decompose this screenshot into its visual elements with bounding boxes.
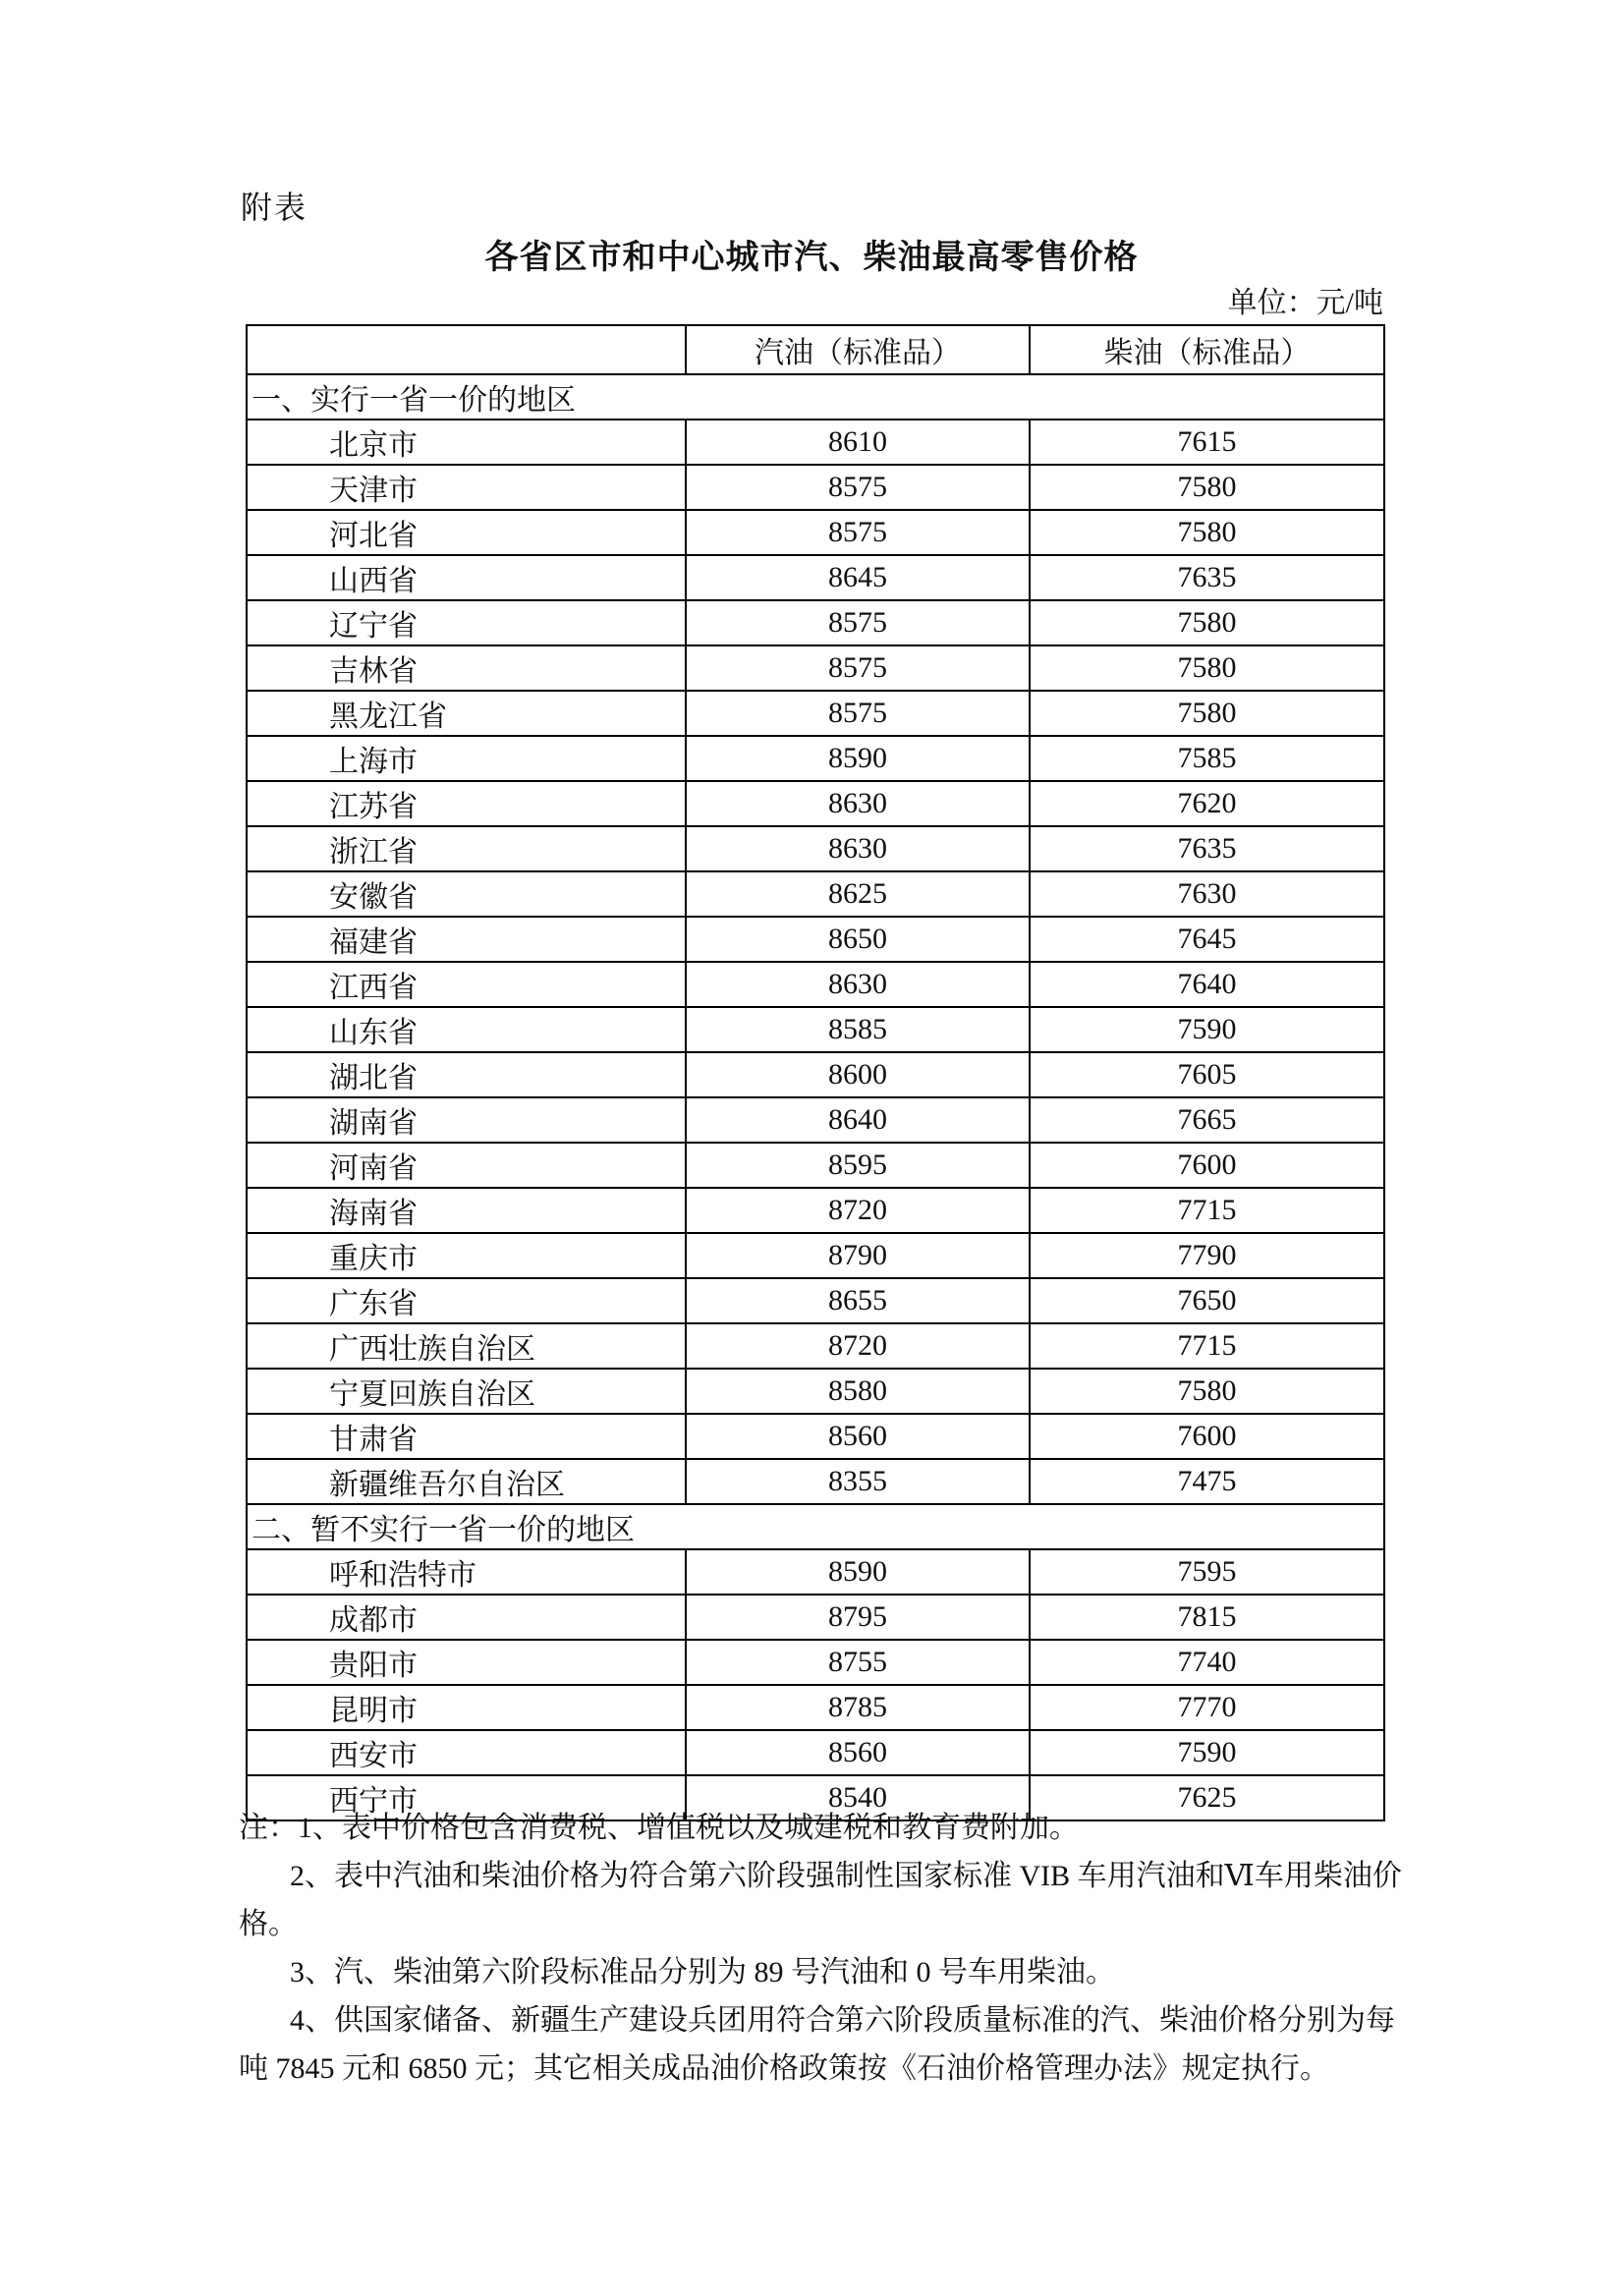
table-row [247, 781, 1384, 826]
note-line: 3、汽、柴油第六阶段标准品分别为 89 号汽油和 0 号车用柴油。 [290, 1956, 1115, 1988]
region-cell: 吉林省 [247, 645, 686, 691]
gasoline-price-cell: 8580 [686, 1369, 1030, 1414]
table-row [247, 917, 1384, 962]
notes [239, 1804, 1506, 2093]
region-cell: 河南省 [247, 1143, 686, 1188]
gasoline-price-cell: 8785 [686, 1685, 1030, 1730]
gasoline-price-cell: 8720 [686, 1188, 1030, 1233]
section-heading: 二、暂不实行一省一价的地区 [247, 1504, 1384, 1549]
gasoline-price-cell: 8560 [686, 1414, 1030, 1459]
diesel-price-cell: 7580 [1030, 691, 1384, 736]
appendix-label: 附表 [241, 190, 308, 225]
table-row [247, 1414, 1384, 1459]
gasoline-price-cell: 8575 [686, 510, 1030, 555]
table-row [247, 1233, 1384, 1278]
diesel-price-cell: 7665 [1030, 1097, 1384, 1143]
table-row [247, 871, 1384, 917]
diesel-price-cell: 7620 [1030, 781, 1384, 826]
diesel-price-cell: 7715 [1030, 1188, 1384, 1233]
table-row [247, 1369, 1384, 1414]
table-row [247, 1007, 1384, 1052]
diesel-price-cell: 7645 [1030, 917, 1384, 962]
region-cell: 江西省 [247, 962, 686, 1007]
gasoline-price-cell: 8720 [686, 1323, 1030, 1369]
diesel-price-cell: 7580 [1030, 465, 1384, 510]
table-row [247, 1595, 1384, 1640]
region-cell: 天津市 [247, 465, 686, 510]
diesel-price-cell: 7580 [1030, 645, 1384, 691]
diesel-price-cell: 7580 [1030, 600, 1384, 645]
region-cell: 山西省 [247, 555, 686, 600]
table-row [247, 555, 1384, 600]
diesel-price-cell: 7625 [1030, 1775, 1384, 1820]
region-cell: 湖南省 [247, 1097, 686, 1143]
table-header-row [247, 325, 1384, 374]
table-row [247, 645, 1384, 691]
gasoline-price-cell: 8655 [686, 1278, 1030, 1323]
gasoline-price-cell: 8630 [686, 962, 1030, 1007]
table-row [247, 1323, 1384, 1369]
gasoline-price-cell: 8540 [686, 1775, 1030, 1820]
region-cell: 海南省 [247, 1188, 686, 1233]
diesel-price-cell: 7580 [1030, 510, 1384, 555]
region-cell: 宁夏回族自治区 [247, 1369, 686, 1414]
region-cell: 甘肃省 [247, 1414, 686, 1459]
table-row [247, 1097, 1384, 1143]
region-cell: 昆明市 [247, 1685, 686, 1730]
diesel-price-cell: 7740 [1030, 1640, 1384, 1685]
price-table [246, 324, 1385, 1821]
diesel-price-cell: 7595 [1030, 1549, 1384, 1595]
region-cell: 成都市 [247, 1595, 686, 1640]
region-cell: 辽宁省 [247, 600, 686, 645]
table-row [247, 1685, 1384, 1730]
table-row [247, 691, 1384, 736]
diesel-column-header: 柴油（标准品） [1030, 325, 1384, 374]
table-row [247, 510, 1384, 555]
gasoline-price-cell: 8575 [686, 691, 1030, 736]
table-row [247, 1143, 1384, 1188]
gasoline-column-header: 汽油（标准品） [686, 325, 1030, 374]
gasoline-price-cell: 8575 [686, 465, 1030, 510]
gasoline-price-cell: 8790 [686, 1233, 1030, 1278]
table-row [247, 1052, 1384, 1097]
table-row [247, 736, 1384, 781]
gasoline-price-cell: 8585 [686, 1007, 1030, 1052]
diesel-price-cell: 7790 [1030, 1233, 1384, 1278]
table-row [247, 600, 1384, 645]
region-cell: 北京市 [247, 420, 686, 465]
price-table-body [247, 374, 1384, 1820]
region-cell: 上海市 [247, 736, 686, 781]
diesel-price-cell: 7600 [1030, 1414, 1384, 1459]
region-cell: 重庆市 [247, 1233, 686, 1278]
diesel-price-cell: 7650 [1030, 1278, 1384, 1323]
diesel-price-cell: 7590 [1030, 1007, 1384, 1052]
region-cell: 西宁市 [247, 1775, 686, 1820]
note-line: 格。 [239, 1908, 298, 1940]
region-cell: 西安市 [247, 1730, 686, 1775]
gasoline-price-cell: 8640 [686, 1097, 1030, 1143]
diesel-price-cell: 7475 [1030, 1459, 1384, 1504]
diesel-price-cell: 7770 [1030, 1685, 1384, 1730]
note-line: 4、供国家储备、新疆生产建设兵团用符合第六阶段质量标准的汽、柴油价格分别为每 [290, 2004, 1395, 2037]
region-cell: 黑龙江省 [247, 691, 686, 736]
note-line: 2、表中汽油和柴油价格为符合第六阶段强制性国家标准 VIB 车用汽油和Ⅵ车用柴油价 [290, 1860, 1402, 1892]
region-cell: 河北省 [247, 510, 686, 555]
note-line: 注：1、表中价格包含消费税、增值税以及城建税和教育费附加。 [239, 1812, 1079, 1844]
diesel-price-cell: 7640 [1030, 962, 1384, 1007]
gasoline-price-cell: 8610 [686, 420, 1030, 465]
gasoline-price-cell: 8795 [686, 1595, 1030, 1640]
gasoline-price-cell: 8560 [686, 1730, 1030, 1775]
region-cell: 浙江省 [247, 826, 686, 871]
table-row [247, 420, 1384, 465]
table-row [247, 1730, 1384, 1775]
section-heading-row [247, 1504, 1384, 1549]
gasoline-price-cell: 8590 [686, 736, 1030, 781]
table-row [247, 465, 1384, 510]
diesel-price-cell: 7815 [1030, 1595, 1384, 1640]
table-row [247, 1188, 1384, 1233]
diesel-price-cell: 7630 [1030, 871, 1384, 917]
page-title: 各省区市和中心城市汽、柴油最高零售价格 [484, 239, 1139, 276]
diesel-price-cell: 7585 [1030, 736, 1384, 781]
section-heading-row [247, 374, 1384, 420]
gasoline-price-cell: 8650 [686, 917, 1030, 962]
gasoline-price-cell: 8630 [686, 826, 1030, 871]
region-cell: 湖北省 [247, 1052, 686, 1097]
gasoline-price-cell: 8575 [686, 600, 1030, 645]
region-cell: 呼和浩特市 [247, 1549, 686, 1595]
diesel-price-cell: 7605 [1030, 1052, 1384, 1097]
region-cell: 广东省 [247, 1278, 686, 1323]
gasoline-price-cell: 8630 [686, 781, 1030, 826]
gasoline-price-cell: 8755 [686, 1640, 1030, 1685]
region-cell: 江苏省 [247, 781, 686, 826]
gasoline-price-cell: 8600 [686, 1052, 1030, 1097]
table-row [247, 1640, 1384, 1685]
region-column-header [247, 325, 686, 374]
diesel-price-cell: 7615 [1030, 420, 1384, 465]
region-cell: 新疆维吾尔自治区 [247, 1459, 686, 1504]
diesel-price-cell: 7580 [1030, 1369, 1384, 1414]
gasoline-price-cell: 8575 [686, 645, 1030, 691]
diesel-price-cell: 7635 [1030, 826, 1384, 871]
diesel-price-cell: 7600 [1030, 1143, 1384, 1188]
unit-label: 单位：元/吨 [1227, 287, 1383, 319]
diesel-price-cell: 7590 [1030, 1730, 1384, 1775]
note-line: 吨 7845 元和 6850 元；其它相关成品油价格政策按《石油价格管理办法》规定执行。 [239, 2052, 1329, 2085]
gasoline-price-cell: 8355 [686, 1459, 1030, 1504]
region-cell: 贵阳市 [247, 1640, 686, 1685]
gasoline-price-cell: 8590 [686, 1549, 1030, 1595]
gasoline-price-cell: 8645 [686, 555, 1030, 600]
diesel-price-cell: 7715 [1030, 1323, 1384, 1369]
gasoline-price-cell: 8625 [686, 871, 1030, 917]
table-row [247, 1278, 1384, 1323]
table-row [247, 1459, 1384, 1504]
region-cell: 广西壮族自治区 [247, 1323, 686, 1369]
region-cell: 安徽省 [247, 871, 686, 917]
table-row [247, 1549, 1384, 1595]
gasoline-price-cell: 8595 [686, 1143, 1030, 1188]
diesel-price-cell: 7635 [1030, 555, 1384, 600]
table-row [247, 826, 1384, 871]
region-cell: 山东省 [247, 1007, 686, 1052]
region-cell: 福建省 [247, 917, 686, 962]
table-row [247, 962, 1384, 1007]
section-heading: 一、实行一省一价的地区 [247, 374, 1384, 420]
